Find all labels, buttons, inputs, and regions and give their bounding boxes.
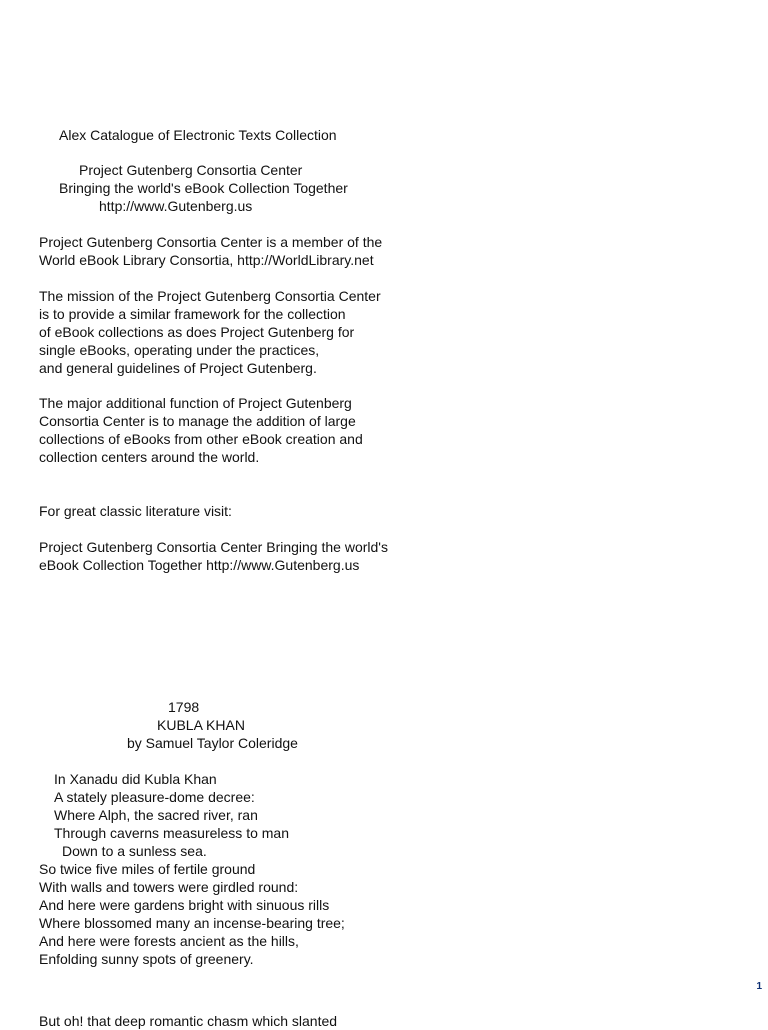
function-line: collection centers around the world. <box>39 449 260 465</box>
mission-line: The mission of the Project Gutenberg Consortia Center <box>39 288 381 304</box>
poem-line: In Xanadu did Kubla Khan <box>54 771 217 787</box>
page-number: 1 <box>756 981 762 992</box>
poem-line: A stately pleasure-dome decree: <box>54 789 255 805</box>
poem-line: With walls and towers were girdled round: <box>39 879 299 895</box>
catalogue-title: Alex Catalogue of Electronic Texts Collection <box>59 127 337 143</box>
mission-line: single eBooks, operating under the practices, <box>39 342 320 358</box>
header-url: http://www.Gutenberg.us <box>99 198 253 214</box>
tagline: Bringing the world's eBook Collection Together <box>59 180 348 196</box>
member-line: World eBook Library Consortia, http://WorldLibrary.net <box>39 252 374 268</box>
function-line: collections of eBooks from other eBook creation and <box>39 431 363 447</box>
poem-line: Enfolding sunny spots of greenery. <box>39 951 254 967</box>
center-name: Project Gutenberg Consortia Center <box>79 162 303 178</box>
visit-intro: For great classic literature visit: <box>39 503 232 519</box>
member-line: Project Gutenberg Consortia Center is a member of the <box>39 234 383 250</box>
poem-line: And here were gardens bright with sinuous rills <box>39 897 330 913</box>
poem-line: But oh! that deep romantic chasm which slanted <box>39 1013 338 1029</box>
poem-title: KUBLA KHAN <box>157 717 245 733</box>
visit-line: Project Gutenberg Consortia Center Bringing the world's <box>39 539 388 555</box>
poem-line: And here were forests ancient as the hills, <box>39 933 299 949</box>
poem-line: Through caverns measureless to man <box>54 825 289 841</box>
function-line: Consortia Center is to manage the addition of large <box>39 413 356 429</box>
poem-line: Where blossomed many an incense-bearing tree; <box>39 915 345 931</box>
visit-line: eBook Collection Together http://www.Gutenberg.us <box>39 557 360 573</box>
mission-line: and general guidelines of Project Gutenberg. <box>39 360 317 376</box>
poem-line: So twice five miles of fertile ground <box>39 861 256 877</box>
function-line: The major additional function of Project Gutenberg <box>39 395 352 411</box>
poem-line: Down to a sunless sea. <box>62 843 207 859</box>
mission-line: is to provide a similar framework for the collection <box>39 306 346 322</box>
poem-byline: by Samuel Taylor Coleridge <box>127 735 298 751</box>
mission-line: of eBook collections as does Project Gutenberg for <box>39 324 355 340</box>
poem-year: 1798 <box>168 699 200 715</box>
poem-line: Where Alph, the sacred river, ran <box>54 807 258 823</box>
